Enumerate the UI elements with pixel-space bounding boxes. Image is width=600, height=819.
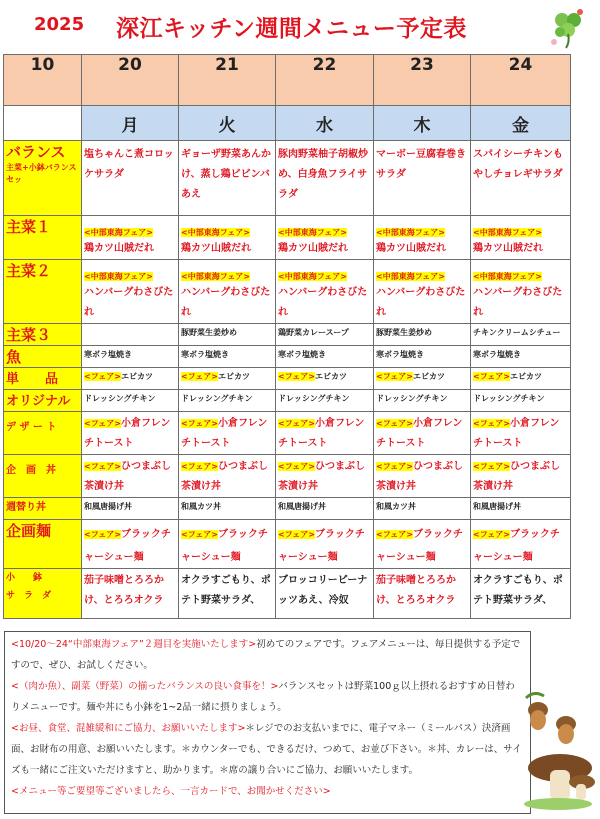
- fair-tag: <フェア>: [84, 419, 122, 428]
- fair-tag: <フェア>: [278, 419, 316, 428]
- menu-cell: 寒ボラ塩焼き: [471, 346, 571, 368]
- menu-cell: 和風唐揚げ丼: [276, 498, 374, 520]
- menu-cell: 豚野菜生姜炒め: [179, 324, 276, 346]
- fair-tag: <中部東海フェア>: [473, 228, 543, 237]
- row-label: 魚: [4, 346, 82, 368]
- fair-tag: <フェア>: [376, 419, 414, 428]
- menu-item: ブラックチャーシュー麺: [84, 529, 171, 563]
- fair-tag: <フェア>: [278, 372, 316, 381]
- menu-cell: [374, 368, 471, 390]
- menu-cell: マーボー豆腐春巻きサラダ: [374, 141, 471, 216]
- menu-item: エビカツ: [510, 372, 543, 381]
- fair-tag: <フェア>: [278, 530, 316, 539]
- menu-cell: ドレッシングチキン: [276, 390, 374, 412]
- menu-item: ひつまぶし茶漬け丼: [473, 461, 561, 492]
- menu-cell: 豚野菜生姜炒め: [374, 324, 471, 346]
- fair-tag: <フェア>: [473, 462, 511, 471]
- fair-tag: <中部東海フェア>: [84, 228, 154, 237]
- row-label: デ ザ ー ト: [4, 412, 82, 455]
- menu-item: ひつまぶし茶漬け丼: [376, 461, 464, 492]
- menu-item: 小倉フレンチトースト: [181, 418, 268, 449]
- menu-item: 鶏カツ山賊だれ: [473, 243, 543, 254]
- menu-item: 小倉フレンチトースト: [278, 418, 365, 449]
- page-header: [0, 8, 600, 42]
- menu-row: [4, 520, 571, 569]
- row-label: 主菜３: [4, 324, 82, 346]
- menu-row: [4, 260, 571, 324]
- row-label-text: バランス: [6, 143, 66, 161]
- fair-tag: <中部東海フェア>: [181, 228, 251, 237]
- menu-cell: [276, 368, 374, 390]
- row-label: 小 鉢 サ ラ ダ: [4, 569, 82, 619]
- weekday-cell: 木: [374, 106, 471, 141]
- menu-cell: オクラすごもり、ポテト野菜サラダ、: [471, 569, 571, 619]
- menu-row: [4, 498, 571, 520]
- acorn-mushroom-icon: [520, 690, 596, 812]
- row-label: 主菜１: [4, 216, 82, 260]
- row-label: オリジナル: [4, 390, 82, 412]
- menu-item: ブラックチャーシュー麺: [181, 529, 268, 563]
- menu-row: [4, 368, 571, 390]
- menu-cell: [276, 455, 374, 498]
- menu-item: エビカツ: [413, 372, 446, 381]
- menu-row: [4, 455, 571, 498]
- menu-cell: ドレッシングチキン: [471, 390, 571, 412]
- menu-item: ブラックチャーシュー麺: [473, 529, 560, 563]
- menu-cell: [82, 455, 179, 498]
- menu-row: [4, 569, 571, 619]
- menu-row: [4, 324, 571, 346]
- menu-item: エビカツ: [121, 372, 154, 381]
- fair-tag: <フェア>: [376, 530, 414, 539]
- menu-item: 鶏カツ山賊だれ: [181, 243, 251, 254]
- menu-cell: [82, 260, 179, 324]
- menu-cell: [82, 216, 179, 260]
- date-cell: 22: [276, 55, 374, 106]
- menu-cell: ブロッコリーピーナッツあえ、冷奴: [276, 569, 374, 619]
- menu-row: [4, 390, 571, 412]
- menu-cell: 塩ちゃんこ煮コロッケサラダ: [82, 141, 179, 216]
- menu-row: [4, 216, 571, 260]
- menu-cell: [471, 520, 571, 569]
- year: 2025: [34, 14, 85, 35]
- blank-cell: [4, 106, 82, 141]
- menu-cell: [374, 260, 471, 324]
- menu-item: ブラックチャーシュー麺: [278, 529, 365, 563]
- menu-cell: スパイシーチキンもやしチョレギサラダ: [471, 141, 571, 216]
- row-label: [4, 141, 82, 216]
- menu-item: 小倉フレンチトースト: [84, 418, 171, 449]
- menu-cell: 和風カツ丼: [179, 498, 276, 520]
- menu-cell: 寒ボラ塩焼き: [276, 346, 374, 368]
- menu-cell: [82, 324, 179, 346]
- menu-row: [4, 141, 571, 216]
- menu-cell: [374, 216, 471, 260]
- clover-icon: [548, 6, 588, 50]
- menu-cell: 豚肉野菜柚子胡椒炒め、白身魚フライサラダ: [276, 141, 374, 216]
- weekday-cell: 水: [276, 106, 374, 141]
- menu-cell: 茄子味噌とろろかけ、とろろオクラ: [374, 569, 471, 619]
- menu-item: ハンバーグわさびたれ: [84, 287, 174, 318]
- menu-cell: [471, 368, 571, 390]
- menu-cell: [276, 216, 374, 260]
- menu-cell: [276, 520, 374, 569]
- note-heading: <10/20～24“中部東海フェア”２週目を実施いたします>: [11, 639, 257, 650]
- menu-item: エビカツ: [218, 372, 251, 381]
- page-title: 深江キッチン週間メニュー予定表: [116, 16, 467, 42]
- menu-cell: [374, 455, 471, 498]
- menu-cell: ギョーザ野菜あんかけ、蒸し鶏ビビンバあえ: [179, 141, 276, 216]
- fair-tag: <フェア>: [181, 372, 219, 381]
- menu-item: ハンバーグわさびたれ: [181, 287, 271, 318]
- weekday-cell: 月: [82, 106, 179, 141]
- menu-item: ブラックチャーシュー麺: [376, 529, 463, 563]
- fair-tag: <フェア>: [84, 530, 122, 539]
- notes-box: [4, 631, 531, 814]
- note-heading: <メニュー等ご要望等ございましたら、一言カードで、お聞かせください>: [11, 786, 331, 797]
- menu-cell: [471, 260, 571, 324]
- row-label: 単 品: [4, 368, 82, 390]
- menu-item: 小倉フレンチトースト: [376, 418, 463, 449]
- fair-tag: <中部東海フェア>: [376, 272, 446, 281]
- menu-table: [3, 54, 571, 619]
- date-row: [4, 55, 571, 106]
- menu-item: エビカツ: [315, 372, 348, 381]
- menu-cell: [471, 412, 571, 455]
- fair-tag: <中部東海フェア>: [84, 272, 154, 281]
- note-heading: <（肉か魚）、副菜（野菜）の揃ったバランスの良い食事を！>: [11, 681, 279, 692]
- date-cell: 23: [374, 55, 471, 106]
- menu-cell: チキンクリームシチュー: [471, 324, 571, 346]
- row-label: 主菜２: [4, 260, 82, 324]
- fair-tag: <フェア>: [376, 372, 414, 381]
- menu-cell: [179, 216, 276, 260]
- menu-cell: [471, 455, 571, 498]
- note-text: バランスセットは野菜100ｇ以上摂れるおすすめ日替わりメニューです。麺や丼にも小鉢を1~2品一緒に摂りましょう。: [11, 681, 515, 713]
- menu-item: ハンバーグわさびたれ: [473, 287, 563, 318]
- menu-cell: 寒ボラ塩焼き: [82, 346, 179, 368]
- fair-tag: <フェア>: [473, 530, 511, 539]
- menu-item: 鶏カツ山賊だれ: [84, 243, 154, 254]
- menu-cell: ドレッシングチキン: [374, 390, 471, 412]
- menu-cell: [179, 260, 276, 324]
- menu-cell: ドレッシングチキン: [179, 390, 276, 412]
- date-cell: 20: [82, 55, 179, 106]
- menu-item: ひつまぶし茶漬け丼: [181, 461, 269, 492]
- note-text: 初めてのフェアです。フェアメニューは、毎日提供する予定ですので、ぜひ、お試しください。: [11, 639, 521, 671]
- menu-cell: [82, 520, 179, 569]
- fair-tag: <中部東海フェア>: [376, 228, 446, 237]
- fair-tag: <フェア>: [473, 372, 511, 381]
- weekday-cell: 金: [471, 106, 571, 141]
- row-label: 企 画 丼: [4, 455, 82, 498]
- fair-tag: <フェア>: [181, 462, 219, 471]
- note-text: ＊レジでのお支払いまでに、電子マネー（ミールパス）決済画面、お財布の用意、お願いいたします。＊カウンターでも、できるだけ、つめて、お並び下さい。＊丼、カレーは、サイズも一緒にご注文いただけますと、助かります。＊席の譲り合いにご協力、お願いいたします。: [11, 723, 522, 776]
- fair-tag: <フェア>: [181, 530, 219, 539]
- menu-cell: 寒ボラ塩焼き: [374, 346, 471, 368]
- menu-item: ハンバーグわさびたれ: [278, 287, 368, 318]
- menu-cell: [179, 520, 276, 569]
- menu-cell: [82, 412, 179, 455]
- menu-cell: 和風カツ丼: [374, 498, 471, 520]
- fair-tag: <中部東海フェア>: [278, 228, 348, 237]
- row-sublabel: 主菜+小鉢バランスセッ: [6, 163, 77, 184]
- menu-cell: [276, 260, 374, 324]
- menu-cell: [276, 412, 374, 455]
- fair-tag: <中部東海フェア>: [473, 272, 543, 281]
- menu-cell: 鶏野菜カレースープ: [276, 324, 374, 346]
- weekday-cell: 火: [179, 106, 276, 141]
- menu-cell: [374, 520, 471, 569]
- weekday-row: [4, 106, 571, 141]
- menu-row: [4, 412, 571, 455]
- menu-row: [4, 346, 571, 368]
- menu-cell: 茄子味噌とろろかけ、とろろオクラ: [82, 569, 179, 619]
- menu-item: ひつまぶし茶漬け丼: [84, 461, 172, 492]
- fair-tag: <フェア>: [278, 462, 316, 471]
- menu-cell: ドレッシングチキン: [82, 390, 179, 412]
- fair-tag: <中部東海フェア>: [181, 272, 251, 281]
- menu-cell: [82, 368, 179, 390]
- menu-item: ハンバーグわさびたれ: [376, 287, 466, 318]
- fair-tag: <中部東海フェア>: [278, 272, 348, 281]
- note-heading: <お昼、食堂、混雑緩和にご協力、お願いいたします>: [11, 723, 246, 734]
- menu-item: ひつまぶし茶漬け丼: [278, 461, 366, 492]
- date-cell: 21: [179, 55, 276, 106]
- date-cell: 10: [4, 55, 82, 106]
- menu-cell: [471, 216, 571, 260]
- menu-cell: 和風唐揚げ丼: [82, 498, 179, 520]
- date-cell: 24: [471, 55, 571, 106]
- fair-tag: <フェア>: [84, 462, 122, 471]
- fair-tag: <フェア>: [473, 419, 511, 428]
- menu-cell: 寒ボラ塩焼き: [179, 346, 276, 368]
- menu-cell: [374, 412, 471, 455]
- menu-cell: オクラすごもり、ポテト野菜サラダ、: [179, 569, 276, 619]
- menu-cell: [179, 368, 276, 390]
- menu-item: 小倉フレンチトースト: [473, 418, 560, 449]
- menu-cell: 和風唐揚げ丼: [471, 498, 571, 520]
- menu-item: 鶏カツ山賊だれ: [376, 243, 446, 254]
- menu-cell: [179, 412, 276, 455]
- row-label: 週替り丼: [4, 498, 82, 520]
- row-label: 企画麺: [4, 520, 82, 569]
- fair-tag: <フェア>: [376, 462, 414, 471]
- fair-tag: <フェア>: [181, 419, 219, 428]
- menu-cell: [179, 455, 276, 498]
- menu-item: 鶏カツ山賊だれ: [278, 243, 348, 254]
- fair-tag: <フェア>: [84, 372, 122, 381]
